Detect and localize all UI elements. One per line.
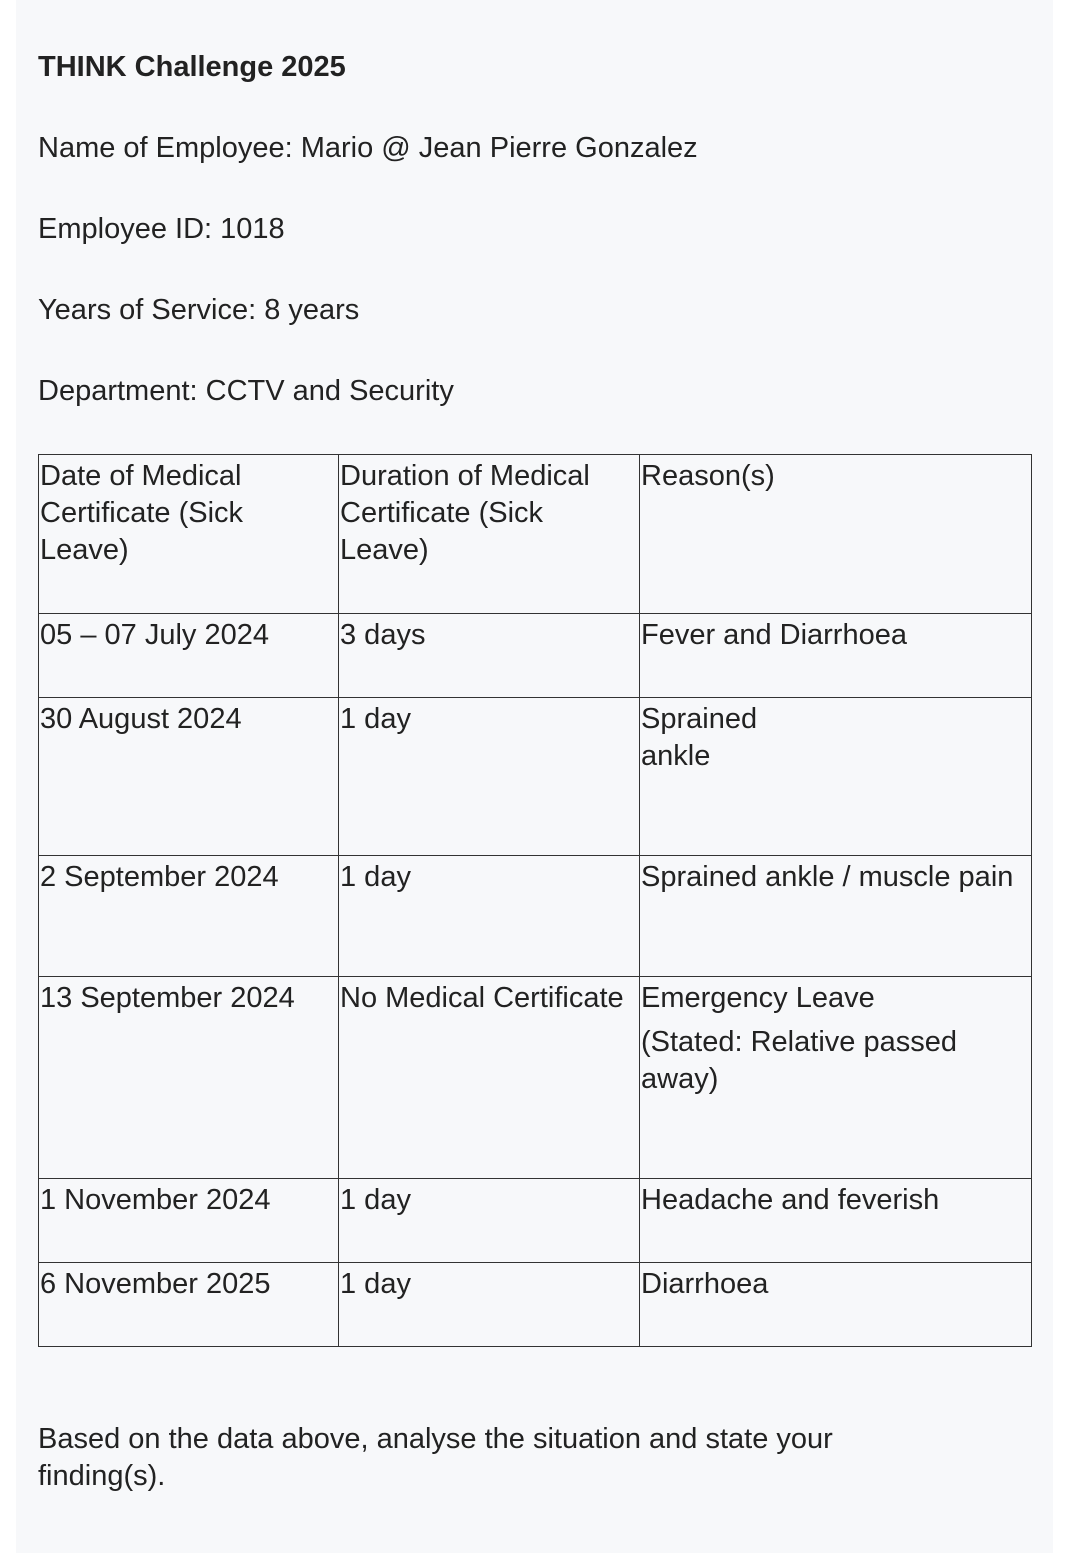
cell-duration: 1 day bbox=[339, 1263, 640, 1347]
analysis-question: Based on the data above, analyse the situation and state your finding(s). bbox=[38, 1423, 833, 1492]
cell-date: 1 November 2024 bbox=[39, 1179, 339, 1263]
table-header-row bbox=[39, 455, 1032, 614]
cell-reason-text: Sprained ankle bbox=[641, 703, 758, 772]
cell-date: 6 November 2025 bbox=[39, 1263, 339, 1347]
cell-duration: 1 day bbox=[339, 1179, 640, 1263]
table-row bbox=[39, 614, 1032, 698]
sick-leave-table bbox=[38, 454, 1032, 1347]
cell-date: 05 – 07 July 2024 bbox=[39, 614, 339, 698]
cell-reason: Headache and feverish bbox=[640, 1179, 1032, 1263]
cell-reason: Fever and Diarrhoea bbox=[640, 614, 1032, 698]
header-duration: Duration of Medical Certificate (Sick Leave) bbox=[339, 455, 640, 614]
cell-reason-note: (Stated: Relative passed away) bbox=[641, 1026, 957, 1095]
table-row bbox=[39, 1263, 1032, 1347]
cell-date: 2 September 2024 bbox=[39, 856, 339, 977]
cell-duration: No Medical Certificate bbox=[339, 977, 640, 1179]
table-row bbox=[39, 977, 1032, 1179]
cell-reason: Diarrhoea bbox=[640, 1263, 1032, 1347]
department: Department: CCTV and Security bbox=[38, 375, 454, 407]
employee-id: Employee ID: 1018 bbox=[38, 213, 285, 245]
header-date: Date of Medical Certificate (Sick Leave) bbox=[39, 455, 339, 614]
table-row bbox=[39, 856, 1032, 977]
table-row bbox=[39, 698, 1032, 856]
cell-reason bbox=[640, 977, 1032, 1179]
cell-reason bbox=[640, 698, 1032, 856]
years-of-service: Years of Service: 8 years bbox=[38, 294, 360, 326]
cell-duration: 1 day bbox=[339, 856, 640, 977]
cell-duration: 3 days bbox=[339, 614, 640, 698]
employee-name: Name of Employee: Mario @ Jean Pierre Gonzalez bbox=[38, 132, 698, 164]
header-reason: Reason(s) bbox=[640, 455, 1032, 614]
document-title: THINK Challenge 2025 bbox=[38, 51, 346, 83]
cell-date: 13 September 2024 bbox=[39, 977, 339, 1179]
table-row bbox=[39, 1179, 1032, 1263]
cell-date: 30 August 2024 bbox=[39, 698, 339, 856]
cell-reason-text: Emergency Leave bbox=[641, 982, 875, 1014]
cell-duration: 1 day bbox=[339, 698, 640, 856]
cell-reason: Sprained ankle / muscle pain bbox=[640, 856, 1032, 977]
